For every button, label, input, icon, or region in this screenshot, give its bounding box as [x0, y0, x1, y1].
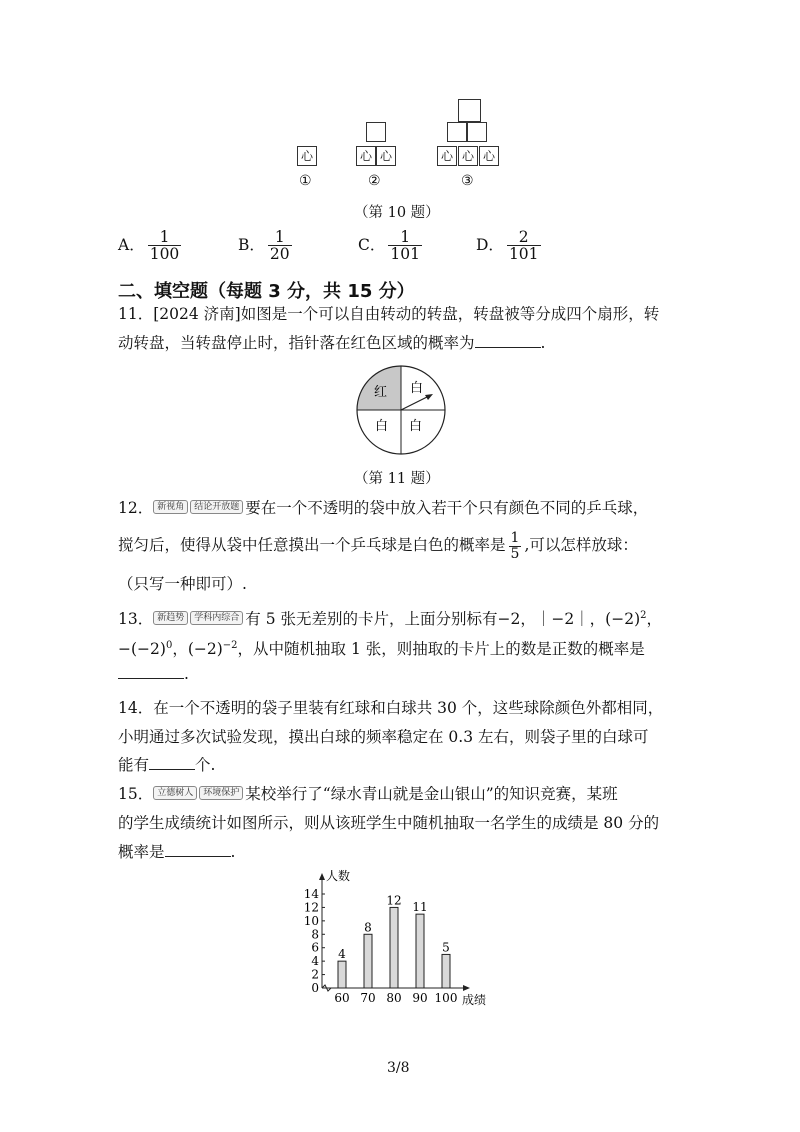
- q14-answer-blank[interactable]: [149, 754, 195, 770]
- q10-fig3-cell-mid: [447, 122, 467, 142]
- q13-number: 13．: [118, 610, 154, 629]
- x-tick-label: 70: [360, 991, 376, 1005]
- frac-den: 5: [510, 545, 520, 562]
- tag-badge: 新趋势: [153, 611, 188, 625]
- choice-letter: C．: [358, 235, 386, 254]
- tag-badge: 结论开放题: [190, 500, 243, 514]
- q14-line2: 小明通过多次试验发现，摸出白球的频率稳定在 0.3 左右，则袋子里的白球可: [118, 728, 649, 746]
- y-tick-label: 14: [303, 887, 319, 901]
- tag-badge: 环境保护: [199, 786, 243, 800]
- q11-text: 动转盘，当转盘停止时，指针落在红色区域的概率为: [118, 334, 475, 352]
- q10-fig2-cell: 心: [376, 146, 396, 166]
- x-axis-arrow: [463, 985, 470, 991]
- choice-letter: A．: [118, 235, 145, 254]
- q13-period: .: [184, 665, 189, 683]
- q10-fig1-cell: 心: [297, 146, 317, 166]
- frac-num: 1: [388, 229, 422, 246]
- frac-num: 1: [510, 530, 520, 546]
- q13-text: 有 5 张无差别的卡片，上面分别标有−2，｜−2｜，(−2): [245, 610, 641, 629]
- frac-den: 101: [390, 245, 420, 264]
- q13-answer-blank[interactable]: [118, 663, 184, 679]
- q10-choice-c: [358, 229, 425, 263]
- bar-value-label: 5: [442, 940, 450, 955]
- section-title: 二、填空题（每题 3 分，共 15 分）: [118, 281, 415, 302]
- frac-num: 1: [268, 229, 292, 246]
- choice-letter: B．: [238, 235, 265, 254]
- bar: [364, 934, 372, 988]
- bar: [338, 961, 346, 988]
- tag-badge: 新视角: [153, 500, 188, 514]
- q13-text: ，从中随机抽取 1 张，则抽取的卡片上的数是正数的概率是: [237, 640, 645, 659]
- tag-badge: 立德树人: [153, 786, 197, 800]
- page-number: 3/8: [387, 1060, 410, 1076]
- q10-label-2: ②: [368, 173, 381, 189]
- choice-letter: D．: [476, 235, 504, 254]
- y-tick-label: 6: [311, 940, 319, 955]
- frac-num: 1: [148, 229, 182, 246]
- q15-text: 某校举行了“绿水青山就是金山银山”的知识竞赛，某班: [245, 785, 618, 803]
- y-tick-label: 4: [311, 954, 319, 969]
- frac-den: 100: [149, 245, 180, 264]
- q10-choice-b: [238, 229, 295, 263]
- q10-fig2-cell: 心: [356, 146, 376, 166]
- q12-line2: [118, 531, 638, 561]
- exponent: 2: [640, 610, 647, 621]
- y-tick-label: 8: [311, 927, 319, 942]
- q10-choice-a: [118, 229, 184, 263]
- bar: [390, 907, 398, 988]
- spinner-label-red: 红: [374, 385, 388, 400]
- q15-line3: [118, 840, 235, 864]
- q10-label-3: ③: [461, 173, 474, 189]
- q13-line1: [118, 604, 662, 631]
- x-axis-label: 成绩: [462, 993, 487, 1007]
- q10-fig3-cell: 心: [479, 146, 499, 166]
- q11-answer-blank[interactable]: [475, 332, 541, 348]
- y-tick-label: 10: [303, 913, 319, 928]
- q15-line2: 的学生成绩统计如图所示，则从该班学生中随机抽取一名学生的成绩是 80 分的: [118, 814, 660, 832]
- q14-text: 个.: [195, 756, 216, 774]
- bar-value-label: 12: [386, 893, 402, 908]
- exponent: −2: [222, 640, 238, 651]
- bar-value-label: 11: [412, 900, 428, 915]
- q11-caption: （第 11 题）: [354, 471, 440, 487]
- y-tick-label: 12: [303, 900, 319, 915]
- q11-line1: 11．[2024 济南]如图是一个可以自由转动的转盘，转盘被等分成四个扇形，转: [118, 305, 660, 323]
- bar-value-label: 4: [338, 947, 346, 962]
- q12-text: ,可以怎样放球：: [524, 536, 638, 555]
- frac-den: 20: [269, 245, 290, 264]
- q15-number: 15．: [118, 785, 154, 803]
- frac-num: 2: [507, 229, 541, 246]
- q14-line3: [118, 753, 215, 777]
- y-axis-label: 人数: [326, 869, 351, 883]
- q11-line2: [118, 331, 545, 355]
- tag-badge: 学科内综合: [190, 611, 243, 625]
- bar-value-label: 8: [364, 920, 372, 935]
- q13-text: ，: [646, 610, 663, 629]
- x-tick-label: 100: [434, 991, 458, 1005]
- q12-line1: [118, 496, 648, 520]
- q15-period: .: [230, 843, 236, 861]
- q13-line2: [118, 634, 645, 661]
- q13-text: −(−2): [118, 640, 166, 659]
- q13-line3: [118, 662, 189, 686]
- q11-spinner: [355, 364, 447, 456]
- q12-number: 12．: [118, 499, 154, 517]
- q11-period: .: [540, 334, 546, 352]
- q10-label-1: ①: [299, 173, 312, 189]
- q12-text: 要在一个不透明的袋中放入若干个只有颜色不同的乒乓球，: [245, 499, 649, 517]
- bar: [442, 954, 450, 988]
- x-tick-label: 90: [412, 991, 428, 1005]
- q10-fig3-cell: 心: [437, 146, 457, 166]
- y-tick-label: 2: [311, 967, 319, 982]
- q10-fig3-cell: 心: [458, 146, 478, 166]
- q10-choice-d: [476, 229, 544, 263]
- q15-answer-blank[interactable]: [165, 841, 231, 857]
- y-tick-label: 0: [311, 981, 319, 995]
- q14-text: 能有: [118, 756, 150, 774]
- q15-text: 概率是: [118, 843, 165, 861]
- q10-fig3-cell-top: [458, 99, 481, 122]
- x-tick-label: 80: [386, 991, 402, 1005]
- q10-caption: （第 10 题）: [354, 205, 440, 221]
- spinner-label-white: 白: [375, 419, 389, 434]
- y-axis-arrow: [319, 873, 325, 880]
- q12-line3: （只写一种即可）.: [118, 575, 247, 593]
- frac-den: 101: [508, 245, 539, 264]
- bar: [416, 914, 424, 988]
- q13-text: ，(−2): [172, 640, 223, 659]
- q15-bar-chart: [290, 868, 520, 1010]
- q10-fig2-cell-top: [366, 122, 386, 142]
- exponent: 0: [165, 640, 173, 651]
- spinner-label-white: 白: [409, 419, 423, 434]
- spinner-label-white: 白: [410, 381, 424, 396]
- q10-fig3-cell-mid: [467, 122, 487, 142]
- x-tick-label: 60: [334, 991, 350, 1005]
- q15-line1: [118, 782, 618, 806]
- q14-line1: 14．在一个不透明的袋子里装有红球和白球共 30 个，这些球除颜色外都相同，: [118, 699, 664, 717]
- q12-text: 搅匀后，使得从袋中任意摸出一个乒乓球是白色的概率是: [118, 536, 506, 555]
